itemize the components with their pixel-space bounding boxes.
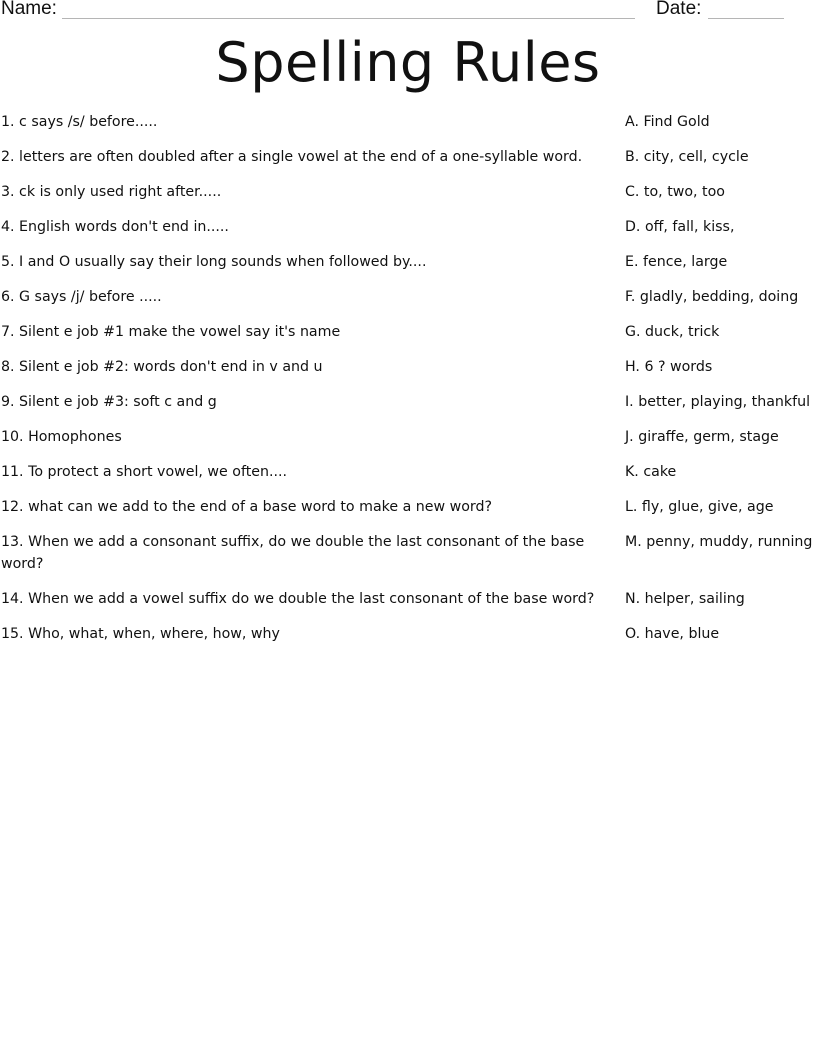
matching-row [0,461,816,483]
answer-item: D. off, fall, kiss, [625,219,735,235]
worksheet-header [0,0,816,24]
answer-item: E. fence, large [625,254,728,270]
matching-row [0,251,816,273]
clue-item: 6. G says /j/ before ..... [1,289,162,305]
matching-row [0,356,816,378]
clue-item: 8. Silent e job #2: words don't end in v and u [1,359,323,375]
answer-item: C. to, two, too [625,184,725,200]
answer-item: F. gladly, bedding, doing [625,289,799,305]
matching-row [0,146,816,168]
matching-row [0,426,816,448]
matching-row [0,181,816,203]
answer-item: H. 6 ? words [625,359,713,375]
answer-item: M. penny, muddy, running [625,534,813,550]
clue-item: 3. ck is only used right after..... [1,184,222,200]
matching-row [0,496,816,518]
answer-item: B. city, cell, cycle [625,149,749,165]
answer-item: K. cake [625,464,677,480]
matching-row [0,623,816,645]
clue-item: 9. Silent e job #3: soft c and g [1,394,217,410]
matching-list [0,111,816,658]
clue-item: 11. To protect a short vowel, we often.... [1,464,288,480]
date-field-line[interactable] [708,18,784,19]
clue-item: 1. c says /s/ before..... [1,114,158,130]
clue-item: 14. When we add a vowel suffix do we double the last consonant of the base word? [1,591,595,607]
clue-item: 5. I and O usually say their long sounds when followed by.... [1,254,427,270]
matching-row [0,111,816,133]
answer-item: L. fly, glue, give, age [625,499,774,515]
matching-row [0,531,816,575]
answer-item: A. Find Gold [625,114,710,130]
matching-row [0,321,816,343]
answer-item: O. have, blue [625,626,720,642]
clue-item: 10. Homophones [1,429,122,445]
answer-item: I. better, playing, thankful [625,394,811,410]
clue-item: 2. letters are often doubled after a single vowel at the end of a one-syllable word. [1,149,583,165]
clue-item: 7. Silent e job #1 make the vowel say it's name [1,324,341,340]
page-title: Spelling Rules [215,31,601,94]
date-label: Date: [656,0,702,19]
answer-item: N. helper, sailing [625,591,745,607]
clue-item: 4. English words don't end in..... [1,219,229,235]
clue-item: 12. what can we add to the end of a base word to make a new word? [1,499,493,515]
matching-row [0,286,816,308]
clue-item: 13. When we add a consonant suffix, do we double the last consonant of the base word? [1,534,585,572]
name-label: Name: [1,0,57,19]
matching-row [0,588,816,610]
answer-item: J. giraffe, germ, stage [625,429,779,445]
matching-row [0,391,816,413]
answer-item: G. duck, trick [625,324,720,340]
clue-item: 15. Who, what, when, where, how, why [1,626,280,642]
name-field-line[interactable] [62,18,635,19]
matching-row [0,216,816,238]
